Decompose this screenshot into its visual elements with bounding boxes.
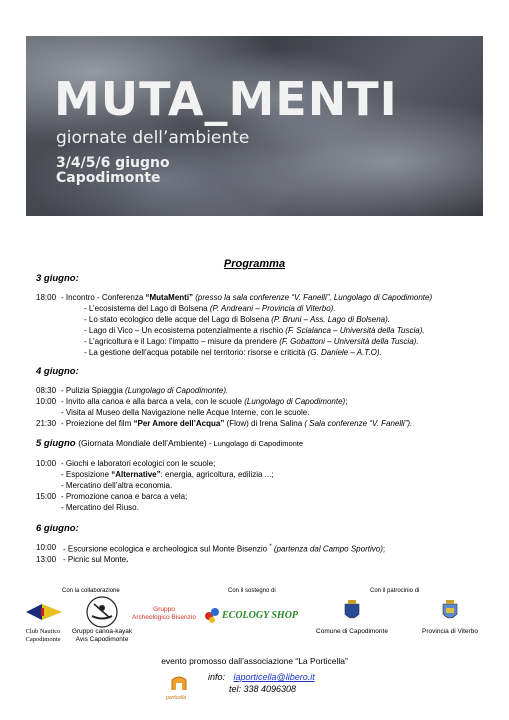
info-line: [208, 672, 315, 682]
line-segment: (Flow) di Irena Salina: [224, 419, 305, 428]
time: 10:00: [36, 543, 57, 552]
day-heading-suffix: (Giornata Mondiale dell’Ambiente): [78, 438, 207, 448]
time: 21:30: [36, 419, 57, 428]
line-segment: .: [126, 555, 129, 564]
line-segment: - Visita al Museo della Navigazione nelle Acque Interne, con le scuole.: [61, 408, 310, 417]
logo-caption: Capodimonte: [25, 636, 61, 643]
line-segment: (P. Andreani – Provincia di Viterbo).: [209, 304, 336, 313]
line-segment: (F. Scialanca – Università della Tuscia).: [285, 326, 425, 335]
line-segment: ( Sala conferenze “V. Fanelli”).: [304, 419, 413, 428]
program-line: [61, 385, 228, 396]
line-segment: (P. Bruni – Ass. Lago di Bolsena).: [271, 315, 390, 324]
day-heading-5: [36, 438, 303, 449]
line-segment: - Mercatino del Riuso.: [61, 503, 139, 512]
line-segment: - L’ecosistema del Lago di Bolsena: [84, 304, 210, 313]
line-segment: “Alternative”: [111, 470, 161, 479]
day-heading-place: - Lungolago di Capodimonte: [206, 439, 304, 448]
line-segment: (partenza dal Campo Sportivo): [271, 544, 383, 554]
ecology-shop-logo: [202, 600, 302, 626]
day-heading: 5 giugno: [36, 438, 76, 449]
info-label: info:: [208, 672, 226, 682]
logo-caption: Comune di Capodimonte: [316, 628, 388, 635]
day-heading: 4 giugno:: [36, 366, 79, 377]
program-line: [84, 314, 390, 325]
line-segment: - Invito alla canoa e alla barca a vela, con le scuole: [61, 397, 245, 406]
line-segment: (F. Gobattoni – Università della Tuscia).: [279, 337, 419, 346]
time: 18:00: [36, 293, 57, 302]
program-line: [84, 336, 419, 347]
line-segment: - Mercatino dell’altra economia.: [61, 481, 173, 490]
line-segment: (presso la sala conferenze “V. Fanelli”, Lungolago di Capodimonte): [193, 293, 433, 302]
program-line: [61, 396, 347, 407]
line-segment: - La gestione dell’acqua potabile nel territorio: risorse e criticità: [84, 348, 308, 357]
program-title: Programma: [223, 258, 286, 270]
program-line: [84, 347, 382, 358]
ecology-shop-text: ECOLOGY SHOP: [222, 610, 299, 621]
line-segment: (G. Daniele – A.T.O).: [307, 348, 382, 357]
time: 10:00: [36, 459, 57, 468]
banner-place: Capodimonte: [56, 170, 161, 186]
line-segment: - Lago di Vico – Un ecosistema potenzialmente a rischio: [84, 326, 286, 335]
canoa-kayak-logo: [86, 596, 118, 628]
logo-caption: Provincia di Viterbo: [422, 628, 478, 635]
time: 08:30: [36, 386, 57, 395]
line-segment: - Incontro - Conferenza: [61, 293, 146, 302]
line-segment: - Lo stato ecologico delle acque del Lago di Bolsena: [84, 315, 272, 324]
program-line: [63, 542, 385, 555]
email-link[interactable]: laporticella@libero.it: [233, 672, 315, 682]
comune-crest-icon: [344, 600, 360, 622]
program-line: [61, 458, 215, 469]
line-segment: - Promozione canoa e barca a vela;: [61, 492, 188, 501]
promoted-by: evento promosso dall’associazione “La Porticella”: [161, 656, 348, 666]
provincia-crest-icon: [442, 600, 458, 622]
patronage-label: Con il patrocinio di: [370, 588, 420, 594]
line-segment: “Per Amore dell’Acqua”: [133, 419, 225, 428]
phone: tel: 338 4096308: [229, 684, 297, 694]
program-line: [61, 407, 309, 418]
header-banner: [26, 36, 483, 216]
line-segment: ;: [382, 544, 386, 554]
banner-subtitle: giornate dell’ambiente: [56, 128, 250, 148]
logo-caption: Gruppo canoa-kayak: [71, 628, 133, 635]
program-line: [61, 418, 412, 429]
line-segment: ;: [345, 397, 348, 406]
program-line: [61, 292, 432, 303]
logo-caption: Club Nautico: [25, 628, 61, 635]
line-segment: - Picnic sul Monte: [63, 555, 127, 564]
day-heading: 6 giugno:: [36, 523, 79, 534]
line-segment: (Lungolago di Capodimonte): [244, 397, 346, 406]
day-heading: 3 giugno:: [36, 273, 79, 284]
line-segment: - Pulizia Spiaggia: [61, 386, 126, 395]
club-nautico-logo: [24, 598, 64, 626]
time: 15:00: [36, 492, 57, 501]
time: 13:00: [36, 555, 57, 564]
line-segment: (Lungolago di Capodimonte).: [125, 386, 229, 395]
banner-title: MUTA_MENTI: [54, 72, 398, 126]
support-label: Con il sostegno di: [228, 588, 276, 594]
collaboration-label: Con la collaborazione: [62, 588, 120, 594]
program-line: [61, 502, 139, 513]
line-segment: “MutaMenti”: [145, 293, 194, 302]
program-line: [61, 491, 187, 502]
program-line: [84, 303, 336, 314]
line-segment: - L’agricoltura e il Lago: l’impatto – misure da prendere: [84, 337, 280, 346]
porticella-logo-text: porticella: [166, 695, 187, 701]
line-segment: - Escursione ecologica e archeologica sul Monte Bisenzio: [63, 544, 270, 554]
line-segment: *: [269, 544, 272, 550]
program-line: [63, 554, 128, 565]
logo-caption: Avis Capodimonte: [75, 636, 129, 643]
program-line: [61, 469, 274, 480]
line-segment: : energia, agricoltura, edilizia ...;: [160, 470, 274, 479]
time: 10:00: [36, 397, 57, 406]
line-segment: - Giochi e laboratori ecologici con le scuole;: [61, 459, 216, 468]
program-line: [84, 325, 425, 336]
line-segment: - Esposizione: [61, 470, 112, 479]
logo-caption: Gruppo: [153, 606, 175, 613]
banner-dates: 3/4/5/6 giugno: [56, 155, 170, 171]
program-line: [61, 480, 172, 491]
logo-caption: Archeologico Bisenzio: [132, 614, 196, 621]
line-segment: - Proiezione del film: [61, 419, 134, 428]
